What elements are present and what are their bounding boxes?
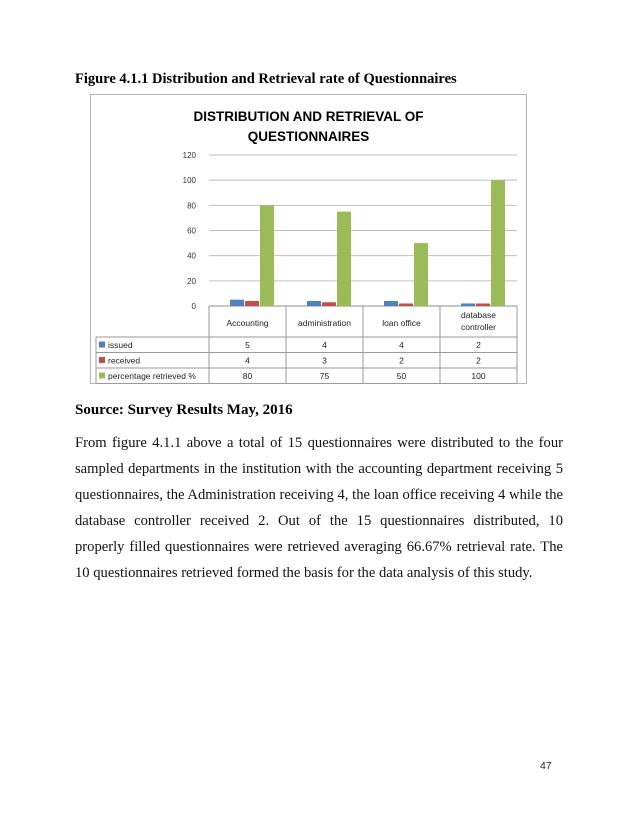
chart-title-line-2: QUESTIONNAIRES — [247, 129, 370, 144]
table-value-1-3: 2 — [476, 355, 481, 366]
y-tick-label-120: 120 — [182, 151, 196, 160]
x-category-label-3-0: database — [461, 310, 496, 320]
page-number: 47 — [540, 760, 552, 772]
x-category-label-1-0: administration — [298, 318, 351, 328]
bar-1-2 — [399, 303, 413, 306]
bar-2-0 — [260, 205, 274, 306]
x-category-label-0-0: Accounting — [226, 318, 269, 328]
bar-1-1 — [322, 302, 336, 306]
bar-0-0 — [230, 300, 244, 306]
bar-2-2 — [414, 243, 428, 306]
y-tick-label-0: 0 — [191, 302, 196, 311]
bar-0-2 — [384, 301, 398, 306]
table-value-0-0: 5 — [245, 340, 250, 350]
legend-label-2: percentage retrieved % — [108, 371, 196, 381]
table-value-0-2: 4 — [399, 340, 404, 350]
bar-1-3 — [476, 303, 490, 306]
x-category-label-2-0: loan office — [382, 318, 421, 328]
legend-key-1 — [99, 357, 105, 363]
legend-key-2 — [99, 373, 105, 379]
legend-label-0: issued — [108, 340, 133, 350]
bar-0-1 — [307, 301, 321, 306]
table-value-2-0: 80 — [242, 371, 253, 381]
table-value-1-2: 2 — [399, 355, 404, 366]
body-paragraph: From figure 4.1.1 above a total of 15 questionnaires were distributed to the four sampled departments in the institution with the accounting department receiving 5 questionnaires, the Administration receiving 4, the loan office receiving 4 while the database controller received 2. Out of the 15 questionnaires distributed, 10 properly filled questionnaires were retrieved averaging 66.67% retrieval rate. The 10 questionnaires retrieved formed the basis for the data analysis of this study. — [75, 435, 563, 581]
table-value-0-1: 4 — [322, 340, 327, 350]
y-tick-label-60: 60 — [187, 226, 196, 236]
y-tick-label-100: 100 — [182, 176, 196, 186]
y-tick-label-40: 40 — [187, 251, 196, 261]
figure-caption: Figure 4.1.1 Distribution and Retrieval rate of Questionnaires — [75, 71, 457, 87]
table-value-1-1: 3 — [322, 355, 327, 366]
y-tick-label-80: 80 — [187, 201, 196, 211]
bar-1-0 — [245, 301, 259, 306]
table-value-1-0: 4 — [245, 355, 250, 366]
bar-0-3 — [461, 303, 475, 306]
legend-label-1: received — [108, 355, 141, 366]
table-value-2-1: 75 — [319, 371, 330, 381]
x-category-label-3-1: controller — [461, 322, 496, 332]
table-value-2-2: 50 — [396, 371, 407, 381]
legend-key-0 — [99, 342, 105, 348]
table-value-0-3: 2 — [476, 340, 481, 350]
source-line: Source: Survey Results May, 2016 — [75, 402, 293, 418]
bar-2-1 — [337, 212, 351, 306]
y-tick-label-20: 20 — [187, 276, 196, 286]
bar-2-3 — [491, 180, 505, 306]
chart-title-line-1: DISTRIBUTION AND RETRIEVAL OF — [193, 109, 424, 124]
table-value-2-3: 100 — [471, 371, 486, 381]
